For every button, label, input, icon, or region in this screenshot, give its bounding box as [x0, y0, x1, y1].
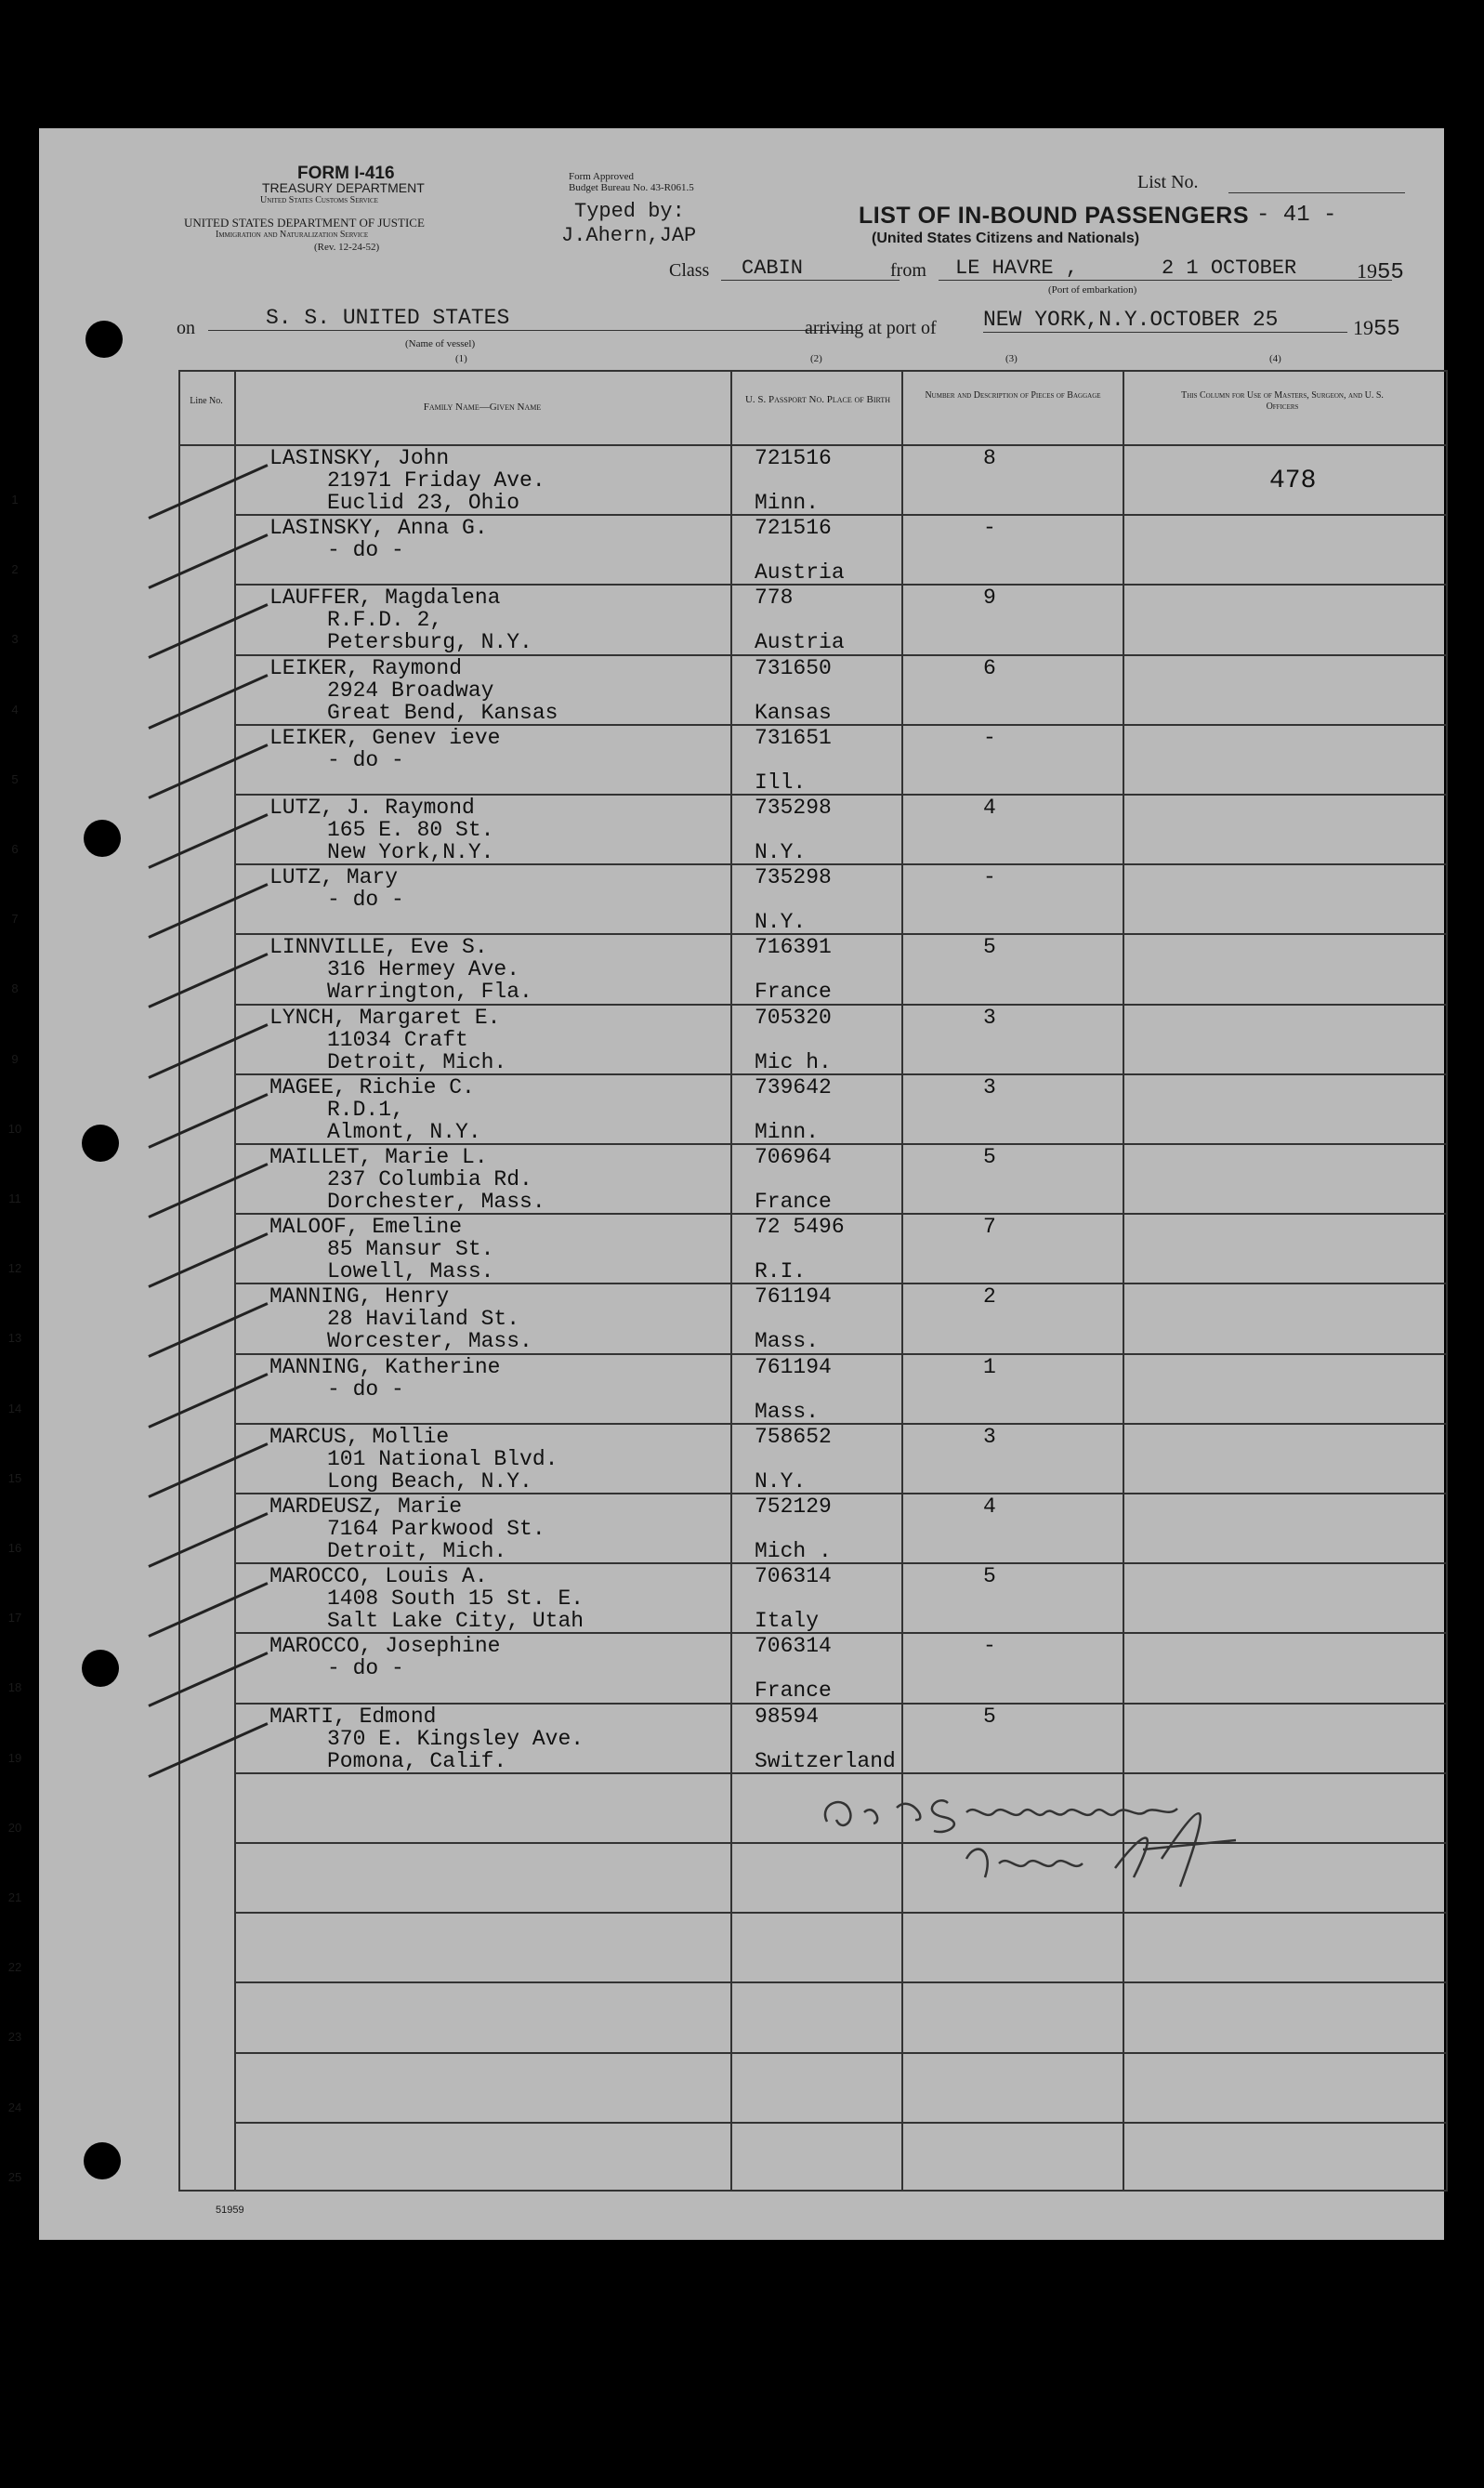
- place-of-birth: R.I.: [755, 1259, 807, 1284]
- arriving-label: arriving at port of: [805, 318, 937, 338]
- baggage-count: 5: [983, 935, 996, 960]
- address-line-2: Warrington, Fla.: [327, 980, 532, 1005]
- list-no-line: [1228, 192, 1405, 193]
- row-divider: [234, 2122, 1448, 2124]
- baggage-count: 4: [983, 1494, 996, 1519]
- passenger-name: MANNING, Henry: [269, 1284, 450, 1310]
- arrival-port: NEW YORK,N.Y.OCTOBER 25: [983, 308, 1347, 333]
- line-number: 12: [7, 1261, 22, 1276]
- class-value: CABIN: [721, 257, 900, 281]
- line-number: 23: [7, 2030, 22, 2045]
- port-embarkation-label: (Port of embarkation): [1048, 284, 1137, 296]
- binder-hole: [85, 321, 123, 358]
- list-subtitle: (United States Citizens and Nationals): [872, 230, 1140, 246]
- passport-number: 731651: [755, 725, 832, 750]
- passenger-name: MALOOF, Emeline: [269, 1215, 463, 1240]
- vessel-label: (Name of vessel): [405, 338, 476, 349]
- passport-number: 778: [755, 586, 794, 611]
- form-id: FORM I-416: [297, 164, 395, 183]
- passenger-name: LASINSKY, John: [269, 446, 450, 470]
- row-divider: [234, 1912, 1448, 1914]
- col-divider: [234, 370, 236, 2192]
- baggage-count: 1: [983, 1354, 996, 1379]
- place-of-birth: N.Y.: [755, 910, 807, 935]
- passport-number: 706314: [755, 1564, 832, 1589]
- baggage-count: -: [983, 865, 996, 890]
- baggage-count: 8: [983, 446, 996, 470]
- passport-number: 761194: [755, 1354, 832, 1379]
- address-line-2: Salt Lake City, Utah: [327, 1609, 584, 1634]
- arrival-year-prefix: 19: [1353, 316, 1373, 339]
- class-label: Class: [669, 260, 710, 281]
- typed-by-label: Typed by:: [574, 200, 685, 223]
- place-of-birth: Minn.: [755, 1119, 820, 1144]
- baggage-count: 5: [983, 1564, 996, 1589]
- place-of-birth: Ill.: [755, 770, 807, 795]
- passport-number: 716391: [755, 935, 832, 960]
- line-number: 21: [7, 1890, 22, 1904]
- department-justice: UNITED STATES DEPARTMENT OF JUSTICE: [184, 216, 425, 230]
- address-line-1: - do -: [327, 888, 404, 913]
- col-number-3: (3): [1005, 353, 1018, 364]
- line-number: 1: [11, 493, 19, 507]
- baggage-count: -: [983, 725, 996, 750]
- passenger-name: MARTI, Edmond: [269, 1704, 437, 1729]
- baggage-count: 3: [983, 1424, 996, 1449]
- baggage-count: 5: [983, 1704, 996, 1729]
- line-number: 5: [11, 771, 19, 786]
- line-number: 17: [7, 1611, 22, 1626]
- baggage-count: 3: [983, 1074, 996, 1099]
- baggage-count: 5: [983, 1145, 996, 1169]
- baggage-count: 3: [983, 1005, 996, 1030]
- list-title: LIST OF IN-BOUND PASSENGERS: [859, 203, 1250, 229]
- address-line-1: 237 Columbia Rd.: [327, 1167, 532, 1191]
- port-embarkation: LE HAVRE ,: [955, 257, 1079, 280]
- line-number: 19: [7, 1750, 22, 1765]
- header-line-no: Line No.: [190, 396, 223, 406]
- binder-hole: [84, 820, 121, 857]
- col-divider: [901, 370, 903, 2192]
- line-number: 20: [7, 1820, 22, 1835]
- officer-signature: [808, 1766, 1329, 1905]
- line-number: 9: [11, 1051, 19, 1066]
- passenger-name: LINNVILLE, Eve S.: [269, 935, 488, 960]
- passenger-name: MARCUS, Mollie: [269, 1424, 450, 1449]
- address-line-2: Detroit, Mich.: [327, 1049, 507, 1074]
- header-officers: This Column for Use of Masters, Surgeon, and U. S. Officers: [1181, 390, 1384, 412]
- address-line-1: 2924 Broadway: [327, 678, 494, 703]
- header-baggage: Number and Description of Pieces of Baggage: [925, 390, 1101, 401]
- line-number: 25: [7, 2169, 22, 2184]
- passenger-name: LEIKER, Genev ieve: [269, 725, 501, 750]
- passport-number: 72 5496: [755, 1215, 845, 1240]
- department-treasury: TREASURY DEPARTMENT: [262, 180, 425, 195]
- officer-note: 478: [1269, 467, 1317, 495]
- address-line-1: 85 Mansur St.: [327, 1237, 494, 1262]
- line-number: 16: [7, 1541, 22, 1555]
- header-passport: U. S. Passport No. Place of Birth: [744, 394, 891, 405]
- form-footer-code: 51959: [216, 2205, 244, 2216]
- address-line-1: 1408 South 15 St. E.: [327, 1586, 584, 1612]
- typed-by: J.Ahern,JAP: [561, 224, 697, 247]
- address-line-2: Euclid 23, Ohio: [327, 491, 520, 515]
- line-number: 3: [11, 632, 19, 647]
- address-line-2: Dorchester, Mass.: [327, 1190, 545, 1214]
- row-divider: [234, 1981, 1448, 1983]
- line-number: 15: [7, 1470, 22, 1485]
- passport-number: 758652: [755, 1424, 832, 1449]
- row-divider: [234, 2052, 1448, 2054]
- passport-number: 761194: [755, 1284, 832, 1310]
- line-number: 24: [7, 2100, 22, 2114]
- passport-number: 739642: [755, 1074, 832, 1099]
- line-number: 6: [11, 842, 19, 856]
- line-number: 10: [7, 1121, 22, 1136]
- passport-number: 752129: [755, 1494, 832, 1519]
- place-of-birth: Switzerland: [755, 1748, 896, 1773]
- address-line-2: New York,N.Y.: [327, 840, 494, 864]
- passenger-name: MAROCCO, Louis A.: [269, 1564, 488, 1589]
- address-line-2: Great Bend, Kansas: [327, 700, 558, 725]
- col-number-4: (4): [1269, 353, 1281, 364]
- list-no-label: List No.: [1137, 172, 1199, 192]
- address-line-1: 165 E. 80 St.: [327, 818, 494, 842]
- address-line-2: Worcester, Mass.: [327, 1329, 532, 1354]
- baggage-count: -: [983, 1634, 996, 1659]
- place-of-birth: Italy: [755, 1609, 820, 1634]
- list-number: - 41 -: [1256, 203, 1337, 228]
- place-of-birth: Austria: [755, 560, 845, 586]
- baggage-count: 6: [983, 655, 996, 680]
- passenger-name: MARDEUSZ, Marie: [269, 1494, 463, 1519]
- line-number: 11: [8, 1191, 21, 1205]
- address-line-1: - do -: [327, 1376, 404, 1402]
- col-divider: [730, 370, 732, 2192]
- place-of-birth: Mich .: [755, 1539, 832, 1563]
- line-number: 18: [7, 1680, 22, 1695]
- from-label: from: [890, 260, 926, 281]
- header-name: Family Name—Given Name: [423, 402, 542, 413]
- baggage-count: 2: [983, 1284, 996, 1310]
- place-of-birth: N.Y.: [755, 1468, 807, 1494]
- passport-number: 706314: [755, 1634, 832, 1659]
- line-number: 2: [11, 562, 19, 577]
- passenger-name: MANNING, Katherine: [269, 1354, 501, 1379]
- place-of-birth: Mass.: [755, 1329, 820, 1354]
- address-line-2: Pomona, Calif.: [327, 1748, 507, 1773]
- place-of-birth: France: [755, 980, 832, 1005]
- address-line-2: Lowell, Mass.: [327, 1259, 494, 1284]
- line-number: 4: [11, 702, 19, 717]
- address-line-1: - do -: [327, 1656, 404, 1681]
- address-line-1: - do -: [327, 747, 404, 772]
- customs-service: United States Customs Service: [260, 195, 378, 205]
- passport-number: 721516: [755, 446, 832, 470]
- address-line-1: 316 Hermey Ave.: [327, 957, 520, 982]
- baggage-count: 7: [983, 1215, 996, 1240]
- vessel-name: S. S. UNITED STATES: [208, 306, 860, 331]
- passport-number: 705320: [755, 1005, 832, 1030]
- passenger-name: LUTZ, J. Raymond: [269, 796, 475, 820]
- address-line-1: 101 National Blvd.: [327, 1446, 558, 1471]
- arrival-year: 55: [1373, 317, 1400, 342]
- address-line-2: Detroit, Mich.: [327, 1539, 507, 1563]
- passenger-name: LYNCH, Margaret E.: [269, 1005, 501, 1030]
- form-approved: Form Approved: [569, 171, 634, 182]
- col-divider: [1123, 370, 1124, 2192]
- address-line-1: 7164 Parkwood St.: [327, 1517, 545, 1541]
- row-divider: [234, 863, 1448, 865]
- on-label: on: [177, 318, 195, 338]
- line-number: 13: [7, 1331, 22, 1346]
- address-line-2: Long Beach, N.Y.: [327, 1468, 532, 1494]
- passport-number: 706964: [755, 1145, 832, 1169]
- budget-bureau: Budget Bureau No. 43-R061.5: [569, 182, 694, 193]
- line-number: 7: [11, 912, 19, 927]
- place-of-birth: Minn.: [755, 491, 820, 515]
- place-of-birth: Austria: [755, 630, 845, 655]
- col-number-2: (2): [810, 353, 822, 364]
- address-line-1: 370 E. Kingsley Ave.: [327, 1726, 584, 1751]
- place-of-birth: Kansas: [755, 700, 832, 725]
- address-line-2: Petersburg, N.Y.: [327, 630, 532, 655]
- baggage-count: -: [983, 516, 996, 541]
- address-line-2: Almont, N.Y.: [327, 1119, 481, 1144]
- binder-hole: [84, 2142, 121, 2179]
- immigration-service: Immigration and Naturalization Service: [216, 230, 369, 240]
- place-of-birth: N.Y.: [755, 840, 807, 864]
- passenger-name: LASINSKY, Anna G.: [269, 516, 488, 541]
- passenger-name: LUTZ, Mary: [269, 865, 399, 890]
- revision: (Rev. 12-24-52): [314, 242, 380, 253]
- embark-date: 2 1 OCTOBER: [1162, 257, 1297, 280]
- passport-number: 721516: [755, 516, 832, 541]
- address-line-1: - do -: [327, 538, 404, 563]
- address-line-1: 11034 Craft: [327, 1027, 468, 1052]
- baggage-count: 9: [983, 586, 996, 611]
- address-line-1: R.F.D. 2,: [327, 608, 443, 633]
- address-line-1: R.D.1,: [327, 1097, 404, 1122]
- passenger-name: MAGEE, Richie C.: [269, 1074, 475, 1099]
- place-of-birth: France: [755, 1190, 832, 1214]
- address-line-1: 28 Haviland St.: [327, 1307, 520, 1332]
- line-number: 22: [7, 1960, 22, 1975]
- passport-number: 98594: [755, 1704, 820, 1729]
- passenger-name: MAROCCO, Josephine: [269, 1634, 501, 1659]
- place-of-birth: Mic h.: [755, 1049, 832, 1074]
- line-number: 14: [7, 1401, 22, 1415]
- year-prefix: 19: [1357, 259, 1377, 283]
- address-line-1: 21971 Friday Ave.: [327, 468, 545, 493]
- year-value: 55: [1377, 260, 1404, 285]
- line-number: 8: [11, 981, 19, 996]
- passenger-name: LEIKER, Raymond: [269, 655, 463, 680]
- place-of-birth: Mass.: [755, 1399, 820, 1424]
- baggage-count: 4: [983, 796, 996, 820]
- place-of-birth: France: [755, 1678, 832, 1704]
- passport-number: 731650: [755, 655, 832, 680]
- passport-number: 735298: [755, 865, 832, 890]
- passenger-name: MAILLET, Marie L.: [269, 1145, 488, 1169]
- passenger-name: LAUFFER, Magdalena: [269, 586, 501, 611]
- binder-hole: [82, 1125, 119, 1162]
- passport-number: 735298: [755, 796, 832, 820]
- binder-hole: [82, 1650, 119, 1687]
- col-number-1: (1): [455, 353, 467, 364]
- from-value: [939, 257, 1392, 281]
